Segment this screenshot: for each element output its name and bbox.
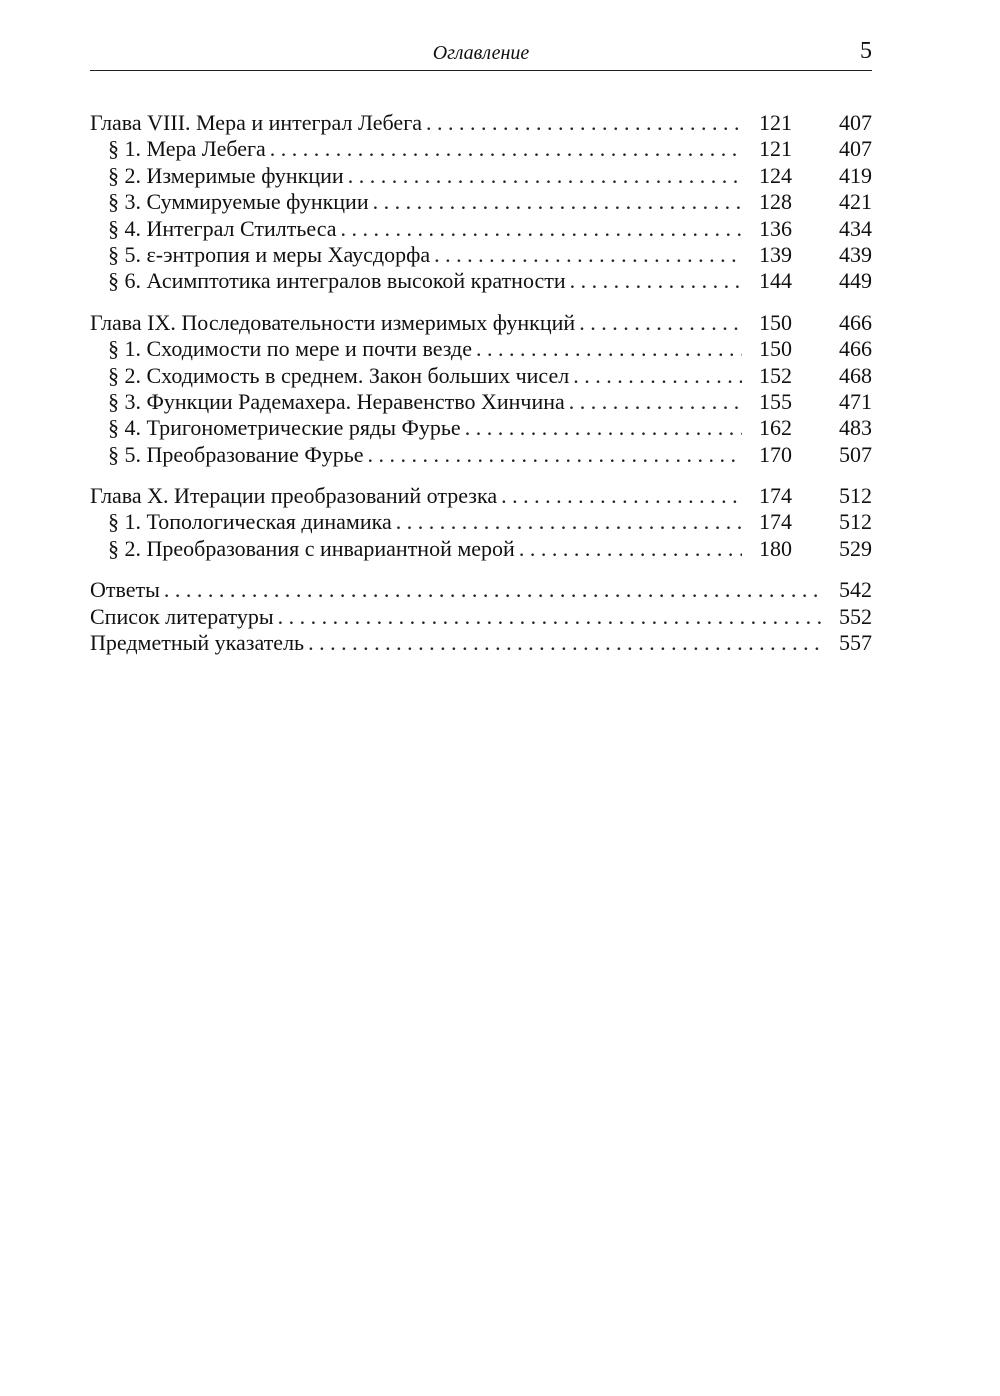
toc-section[interactable] [90, 268, 872, 294]
leader-dots [426, 110, 742, 136]
leader-dots [573, 363, 742, 389]
toc-section[interactable] [90, 189, 872, 215]
toc-entry-title: Список литературы [90, 603, 274, 629]
toc-page-second: 466 [839, 336, 872, 362]
toc-page: 542 [839, 577, 872, 603]
toc-chapter-8[interactable] [90, 110, 872, 136]
toc-page-second: 471 [839, 388, 872, 414]
toc-page-first: 121 [759, 110, 792, 135]
toc-entry-title: § 2. Сходимость в среднем. Закон больших чисел [108, 362, 570, 388]
leader-dots [278, 604, 822, 630]
toc-page-second: 419 [839, 162, 872, 188]
toc-page-second: 466 [839, 309, 872, 335]
toc-page-first: 139 [759, 241, 792, 267]
toc-page-first: 150 [759, 336, 792, 362]
leader-dots [434, 242, 742, 268]
toc-page-first: 128 [759, 189, 792, 215]
toc-page: 552 [839, 603, 872, 629]
toc-section[interactable] [90, 216, 872, 242]
toc-page-first: 155 [759, 388, 792, 414]
toc-entry-title: Глава VIII. Мера и интеграл Лебега [90, 110, 422, 135]
toc-entry-title: § 4. Интеграл Стилтьеса [108, 215, 337, 241]
toc-page-first: 136 [759, 215, 792, 241]
leader-dots [373, 189, 742, 215]
toc-page-second: 407 [839, 136, 872, 162]
toc-subject-index[interactable] [90, 630, 872, 656]
leader-dots [465, 415, 742, 441]
toc-page-second: 421 [839, 189, 872, 215]
toc-entry-title: § 3. Функции Радемахера. Неравенство Хинчина [108, 388, 565, 414]
toc-section[interactable] [90, 509, 872, 535]
toc-entry-title: § 1. Топологическая динамика [108, 509, 392, 535]
toc-page-first: 174 [759, 483, 792, 509]
toc-page-first: 124 [759, 162, 792, 188]
toc-entry-title: § 3. Суммируемые функции [108, 189, 369, 215]
toc-section[interactable] [90, 415, 872, 441]
toc-page-second: 483 [839, 415, 872, 441]
toc-page-first: 121 [759, 136, 792, 162]
toc-page-second: 434 [839, 215, 872, 241]
running-header [90, 38, 872, 71]
leader-dots [368, 442, 742, 468]
toc-entry-title: § 2. Преобразования с инвариантной мерой [108, 535, 515, 561]
leader-dots [519, 536, 742, 562]
toc-section[interactable] [90, 389, 872, 415]
toc-entry-title: § 5. ε-энтропия и меры Хаусдорфа [108, 241, 431, 267]
toc-section[interactable] [90, 163, 872, 189]
toc-section[interactable] [90, 136, 872, 162]
leader-dots [476, 336, 742, 362]
leader-dots [570, 268, 742, 294]
toc-entry-title: § 1. Сходимости по мере и почти везде [108, 336, 472, 362]
leader-dots [164, 577, 822, 603]
toc-section[interactable] [90, 363, 872, 389]
leader-dots [579, 310, 742, 336]
toc-page-first: 144 [759, 268, 792, 294]
leader-dots [396, 509, 742, 535]
toc-page-second: 439 [839, 241, 872, 267]
header-title: Оглавление [432, 42, 530, 64]
toc-page-first: 162 [759, 415, 792, 441]
toc-page-first: 150 [759, 309, 792, 335]
toc-section[interactable] [90, 536, 872, 562]
toc-page-first: 152 [759, 362, 792, 388]
toc-entry-title: § 4. Тригонометрические ряды Фурье [108, 415, 461, 441]
toc-page-second: 468 [839, 362, 872, 388]
toc-page-first: 180 [759, 535, 792, 561]
toc-entry-title: § 6. Асимптотика интегралов высокой кратности [108, 268, 566, 294]
leader-dots [569, 389, 742, 415]
toc-section[interactable] [90, 336, 872, 362]
toc-entry-title: Предметный указатель [90, 630, 305, 656]
toc-entry-title: § 5. Преобразование Фурье [108, 441, 364, 467]
leader-dots [341, 216, 742, 242]
toc-entry-title: § 2. Измеримые функции [108, 162, 344, 188]
toc-entry-title: Глава IX. Последовательности измеримых функций [90, 309, 576, 335]
toc-answers[interactable] [90, 577, 872, 603]
toc-chapter-9[interactable] [90, 310, 872, 336]
leader-dots [348, 163, 742, 189]
toc-page-second: 449 [839, 268, 872, 294]
toc-chapter-10[interactable] [90, 483, 872, 509]
toc-section[interactable] [90, 442, 872, 468]
toc-bibliography[interactable] [90, 604, 872, 630]
toc-page-second: 507 [839, 441, 872, 467]
toc-entry-title: § 1. Мера Лебега [108, 136, 266, 162]
toc-entry-title: Глава X. Итерации преобразований отрезка [90, 483, 498, 509]
toc-page-second: 529 [839, 535, 872, 561]
table-of-contents [90, 110, 872, 656]
toc-page-first: 170 [759, 441, 792, 467]
page-number: 5 [860, 38, 872, 64]
leader-dots [308, 630, 822, 656]
leader-dots [270, 136, 742, 162]
toc-page: 557 [839, 630, 872, 656]
toc-page-first: 174 [759, 509, 792, 535]
toc-page-second: 512 [839, 483, 872, 509]
toc-entry-title: Ответы [90, 577, 160, 603]
toc-page-second: 512 [839, 509, 872, 535]
toc-page-second: 407 [839, 110, 872, 135]
toc-section[interactable] [90, 242, 872, 268]
leader-dots [501, 483, 742, 509]
